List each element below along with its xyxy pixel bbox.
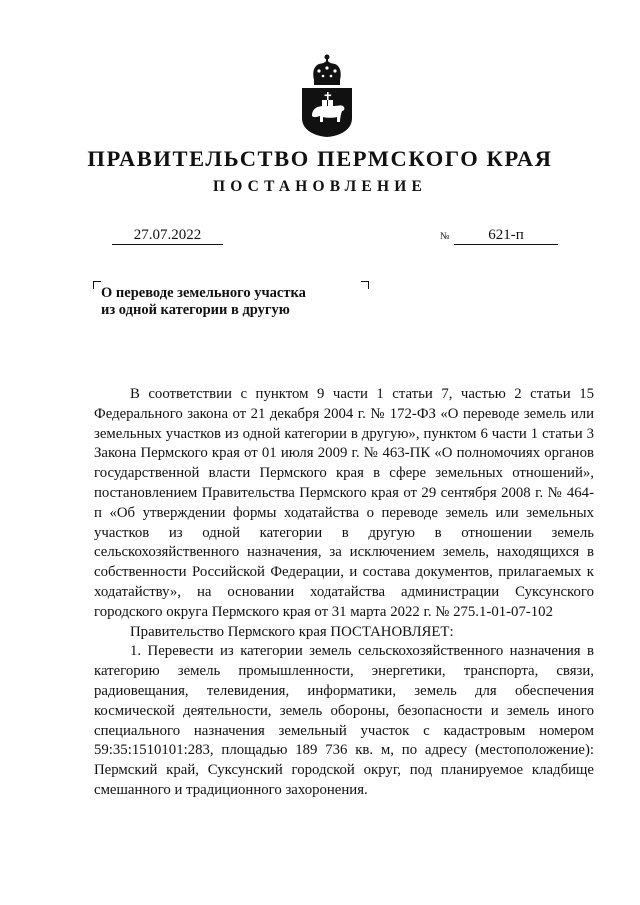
- coat-of-arms-icon: [300, 52, 354, 138]
- number-label: №: [440, 231, 450, 242]
- government-title: ПРАВИТЕЛЬСТВО ПЕРМСКОГО КРАЯ: [87, 146, 553, 171]
- subject-line-1: О переводе земельного участка: [101, 285, 306, 301]
- resolves-paragraph: Правительство Пермского края ПОСТАНОВЛЯЕТ:: [130, 623, 454, 640]
- preamble-paragraph: В соответствии с пунктом 9 части 1 статьи 7, частью 2 статьи 15 Федерального закона от 21 декабря 2004 г. № 172-ФЗ «О переводе земель или земельных участков из одной категории в другую», пунктом 6 части 1 статьи 3 Закона Пермского края от 01 июля 2009 г. № 463-ПК «О полномочиях органов государственной власти Пермского края в сфере земельных отношений», постановлением Правительства Пермского края от 29 сентября 2008 г. № 464-п «Об утверждении формы ходатайства о переводе земель или земельных участков из одной категории в другую в отношении земель сельскохозяйственного назначения, за исключением земель, находящихся в собственности Российской Федерации, и состава документов, прилагаемых к ходатайству», на основании ходатайства администрации Суксунского городского округа Пермского края от 31 марта 2022 г. № 275.1-01-07-102: [94, 386, 594, 620]
- subject-corner-right: [361, 281, 369, 289]
- document-date: 27.07.2022: [112, 226, 223, 245]
- document-subject: [101, 285, 341, 318]
- subject-corner-left: [93, 281, 101, 289]
- item-1-paragraph: 1. Перевести из категории земель сельскохозяйственного назначения в категорию земель промышленности, энергетики, транспорта, связи, радиовещания, телевидения, информатики, земель для обеспечения космической деятельности, земель обороны, безопасности и земель иного специального назначения земельный участок с кадастровым номером 59:35:1510101:283, площадью 189 736 кв. м, по адресу (местоположение): Пермский край, Суксунский городской округ, под планируемое кладбище смешанного и традиционного захоронения.: [94, 643, 594, 798]
- subject-line-2: из одной категории в другую: [101, 301, 290, 318]
- document-body: [94, 385, 594, 801]
- document-number: 621-п: [454, 226, 558, 245]
- document-type: ПОСТАНОВЛЕНИЕ: [212, 178, 428, 195]
